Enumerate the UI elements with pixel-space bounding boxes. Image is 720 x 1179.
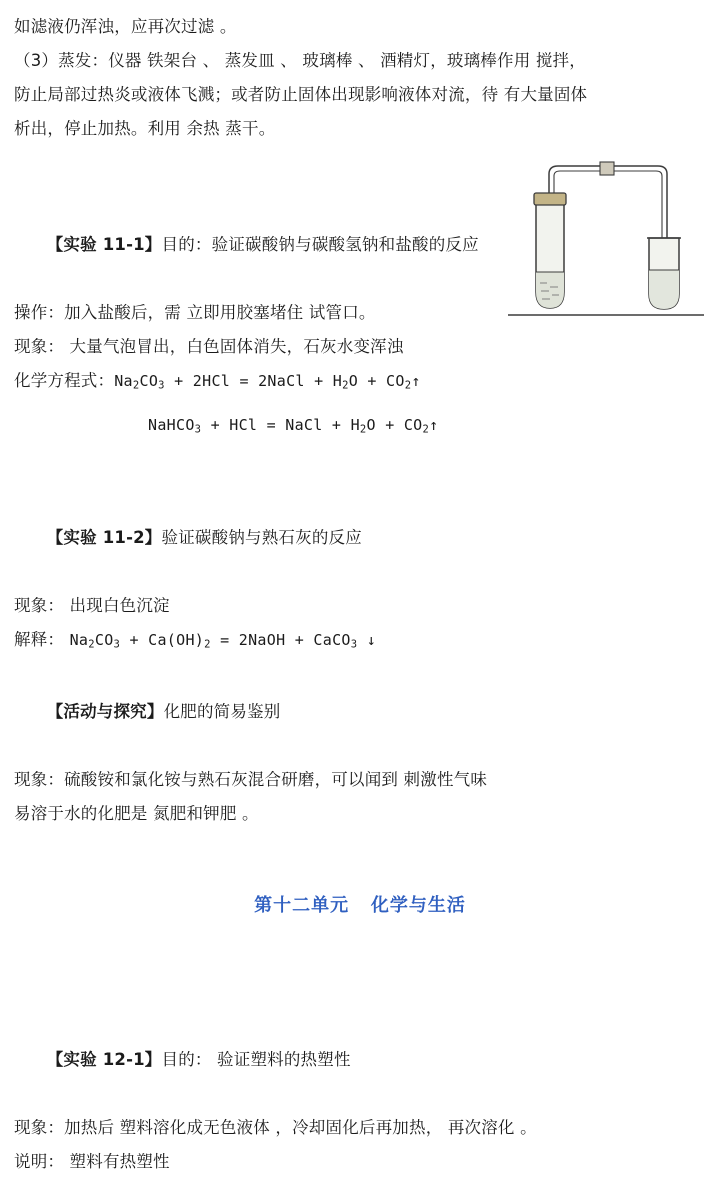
experiment-11-2-explain-row <box>0 623 720 661</box>
paragraph-filtrate-note: 如滤液仍浑浊，应再次过滤 。 <box>14 17 237 36</box>
activity-heading <box>0 661 720 763</box>
experiment-12-1-note: 说明： 塑料有热塑性 <box>14 1151 170 1171</box>
paragraph-evaporation-1: （3）蒸发：仪器 铁架台 、 蒸发皿 、 玻璃棒 、 酒精灯，玻璃棒作用 搅拌， <box>14 51 586 70</box>
activity-label: 【活动与探究】 <box>46 701 164 721</box>
paragraph-evaporation-3: 析出，停止加热。利用 余热 蒸干。 <box>14 119 276 138</box>
explain-label: 解释： <box>14 629 65 649</box>
equation-11-1-b: NaHCO$_3$ + HCl = NaCl + $H_2O$ + $CO_2↑$ <box>148 416 439 436</box>
experiment-12-1-phenomenon: 现象：加热后 塑料溶化成无色液体 ，冷却固化后再加热， 再次溶化 。 <box>14 1117 537 1137</box>
experiment-11-1-equation-row <box>0 364 720 402</box>
experiment-11-2-phenomenon: 现象： 出现白色沉淀 <box>14 595 170 615</box>
experiment-11-1-label: 【实验 11-1】 <box>46 235 162 254</box>
unit-title: 第十二单元 化学与生活 <box>254 894 466 916</box>
activity-title: 化肥的简易鉴别 <box>163 701 281 721</box>
experiment-12-1-purpose: 目的： 验证塑料的热塑性 <box>161 1049 351 1069</box>
experiment-11-1-purpose: 目的：验证碳酸钠与碳酸氢钠和盐酸的反应 <box>161 235 479 254</box>
equation-label: 化学方程式： <box>14 371 115 390</box>
activity-note: 易溶于水的化肥是 氮肥和钾肥 。 <box>14 803 259 823</box>
experiment-11-1-operation: 操作：加入盐酸后，需 立即用胶塞堵住 试管口。 <box>14 303 376 322</box>
experiment-11-2-label: 【实验 11-2】 <box>46 527 162 547</box>
experiment-11-1-equation-row-2 <box>0 408 720 446</box>
paragraph-evaporation-2: 防止局部过热炎或液体飞溅；或者防止固体出现影响液体对流，待 有大量固体 <box>14 85 588 104</box>
experiment-11-2-heading <box>0 487 720 589</box>
equation-11-1-a: $Na_2CO_3 + 2HCl$ = 2NaCl + $H_2O$ + $CO_2↑$ <box>114 372 421 392</box>
experiment-11-1-phenomenon: 现象： 大量气泡冒出，白色固体消失，石灰水变浑浊 <box>14 337 404 356</box>
activity-phenomenon: 现象：硫酸铵和氯化铵与熟石灰混合研磨，可以闻到 刺激性气味 <box>14 769 488 789</box>
equation-11-2: $Na_2CO_3 + Ca(OH)_2$ = 2NaOH + CaCO$_3$ ↓ <box>69 630 377 650</box>
experiment-11-1-heading <box>0 194 528 296</box>
experiment-12-1-label: 【实验 12-1】 <box>46 1049 162 1069</box>
experiment-12-1-heading <box>0 1009 720 1111</box>
experiment-11-2-title: 验证碳酸钠与熟石灰的反应 <box>161 527 362 547</box>
